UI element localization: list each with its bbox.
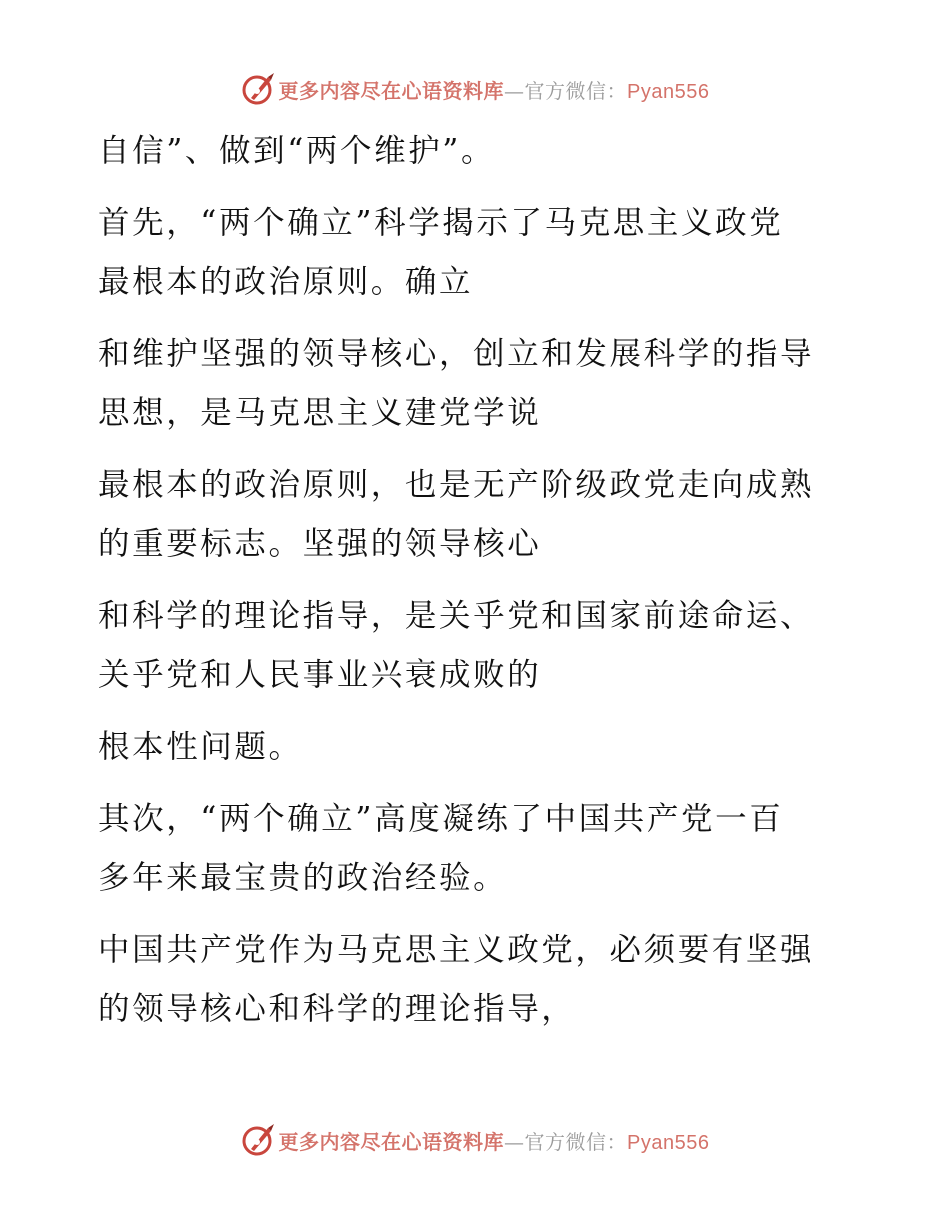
text-line: 其次，“两个确立”高度凝练了中国共产党一百 bbox=[98, 801, 784, 837]
paragraph bbox=[98, 325, 858, 443]
text-line: 和维护坚强的领导核心，创立和发展科学的指导 bbox=[98, 336, 815, 372]
text-line: 的领导核心和科学的理论指导， bbox=[98, 991, 576, 1027]
quill-pen-logo-icon bbox=[241, 72, 275, 106]
text-line: 关乎党和人民事业兴衰成败的 bbox=[98, 657, 542, 693]
text-line: 首先，“两个确立”科学揭示了马克思主义政党 bbox=[98, 205, 784, 241]
header-watermark bbox=[0, 69, 950, 109]
paragraph bbox=[98, 122, 858, 181]
paragraph bbox=[98, 456, 858, 574]
text-line: 的重要标志。坚强的领导核心 bbox=[98, 526, 542, 562]
paragraph bbox=[98, 587, 858, 705]
watermark-label: 官方微信： bbox=[524, 78, 628, 103]
watermark-label: 官方微信： bbox=[524, 1129, 628, 1154]
text-line: 最根本的政治原则，也是无产阶级政党走向成熟 bbox=[98, 467, 815, 503]
text-line: 和科学的理论指导，是关乎党和国家前途命运、 bbox=[98, 598, 815, 634]
watermark-dash: — bbox=[504, 1129, 525, 1154]
text-line: 思想，是马克思主义建党学说 bbox=[98, 395, 542, 431]
paragraph bbox=[98, 921, 858, 1039]
text-line: 最根本的政治原则。确立 bbox=[98, 264, 474, 300]
text-line: 根本性问题。 bbox=[98, 729, 303, 765]
watermark-text bbox=[279, 1126, 710, 1155]
watermark-main: 更多内容尽在心语资料库 bbox=[278, 1129, 505, 1154]
watermark-dash: — bbox=[504, 78, 525, 103]
watermark-wechat-id: Pyan556 bbox=[627, 80, 710, 103]
document-body bbox=[98, 122, 858, 1052]
footer-watermark bbox=[0, 1120, 950, 1160]
quill-pen-logo-icon bbox=[241, 1123, 275, 1157]
watermark-main: 更多内容尽在心语资料库 bbox=[278, 78, 505, 103]
text-line: 中国共产党作为马克思主义政党，必须要有坚强 bbox=[98, 932, 815, 968]
text-line: 自信”、做到“两个维护”。 bbox=[98, 133, 496, 169]
paragraph bbox=[98, 194, 858, 312]
watermark-text bbox=[279, 75, 710, 104]
paragraph bbox=[98, 790, 858, 908]
text-line: 多年来最宝贵的政治经验。 bbox=[98, 860, 508, 896]
watermark-wechat-id: Pyan556 bbox=[627, 1131, 710, 1154]
paragraph bbox=[98, 718, 858, 777]
